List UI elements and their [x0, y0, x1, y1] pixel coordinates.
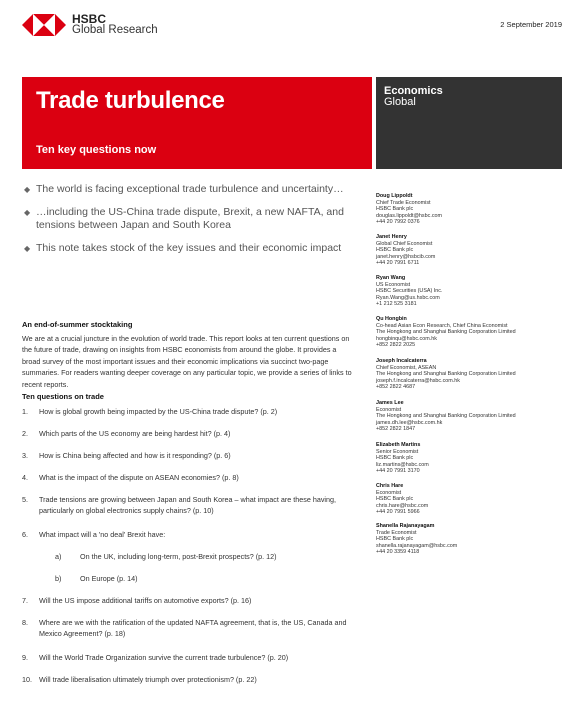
hsbc-hexagon-icon — [22, 14, 66, 36]
contact-email[interactable]: joseph.f.incalcaterra@hsbc.com.hk — [376, 377, 460, 384]
contact-email[interactable]: janet.henry@hsbcib.com — [376, 253, 436, 260]
key-points — [22, 183, 352, 264]
diamond-bullet-icon: ◆ — [24, 243, 31, 253]
division-name: Global Research — [72, 24, 158, 36]
contact-email[interactable]: james.dh.lee@hsbc.com.hk — [376, 419, 443, 426]
contact-email[interactable]: liz.martins@hsbc.com — [376, 461, 429, 468]
contact-email[interactable]: shanella.rajanayagam@hsbc.com — [376, 542, 458, 549]
stocktaking-body: We are at a crucial juncture in the evolution of world trade. This report looks at ten current questions on the future of trade, drawing on insights from HSBC economists from around the globe. It provides a broad survey of the most important issues and their economic implications via succinct two-page summaries. For readers wanting deeper coverage on any particular topic, we provide a series of links to recent reports. — [22, 334, 352, 389]
contact-email[interactable]: chris.hare@hsbc.com — [376, 502, 429, 509]
region-label: Global — [384, 96, 416, 108]
contact-card: Doug Lippoldt Chief Trade Economist HSBC Bank plc douglas.lippoldt@hsbc.com +44 20 7992 0376 — [376, 193, 566, 226]
key-point: ◆ This note takes stock of the key issues and their economic impact — [24, 241, 342, 254]
contact-email[interactable]: douglas.lippoldt@hsbc.com — [376, 212, 443, 219]
contact-email[interactable]: hongbinqu@hsbc.com.hk — [376, 335, 437, 342]
contact-card: James Lee Economist The Hongkong and Shanghai Banking Corporation Limited james.dh.lee@hsbc.com.hk +852 2822 1847 — [376, 400, 566, 433]
report-title: Trade turbulence — [36, 87, 225, 114]
contact-card: Joseph Incalcaterra Chief Economist, ASEAN The Hongkong and Shanghai Banking Corporation Limited joseph.f.incalcaterra@hsbc.com.hk +852 2822 4687 — [376, 358, 566, 391]
diamond-bullet-icon: ◆ — [24, 185, 31, 194]
brand-name: HSBC — [72, 12, 107, 26]
title-banner — [22, 77, 372, 169]
contact-card: Janet Henry Global Chief Economist HSBC Bank plc janet.henry@hsbcib.com +44 20 7991 6711 — [376, 234, 566, 267]
contact-email[interactable]: Ryan.Wang@us.hsbc.com — [376, 294, 440, 301]
questions-heading: Ten questions on trade — [22, 392, 104, 401]
key-point: ◆ The world is facing exceptional trade turbulence and uncertainty… — [24, 183, 344, 195]
category-label: Economics — [384, 85, 443, 97]
contact-card: Qu Hongbin Co-head Asian Econ Research, Chief China Economist The Hongkong and Shanghai Banking Corporation Limited hongbinqu@hsbc.com.hk +852 2822 2025 — [376, 316, 566, 349]
contact-card: Shanella Rajanayagam Trade Economist HSBC Bank plc shanella.rajanayagam@hsbc.com +44 20 3359 4118 — [376, 523, 566, 556]
category-banner — [376, 77, 562, 169]
key-point: ◆ …including the US-China trade dispute, Brexit, a new NAFTA, and tensions between Japan and South Korea — [24, 205, 344, 231]
hsbc-logo — [22, 14, 158, 36]
report-subtitle: Ten key questions now — [36, 144, 157, 156]
contact-card: Elizabeth Martins Senior Economist HSBC Bank plc liz.martins@hsbc.com +44 20 7991 3170 — [376, 442, 566, 475]
contact-card: Chris Hare Economist HSBC Bank plc chris.hare@hsbc.com +44 20 7991 5966 — [376, 483, 566, 516]
contact-card: Ryan Wang US Economist HSBC Securities (USA) Inc. Ryan.Wang@us.hsbc.com +1 212 525 3181 — [376, 275, 566, 308]
publication-date: 2 September 2019 — [500, 20, 562, 29]
diamond-bullet-icon: ◆ — [24, 207, 31, 217]
stocktaking-heading: An end-of-summer stocktaking — [22, 320, 133, 329]
